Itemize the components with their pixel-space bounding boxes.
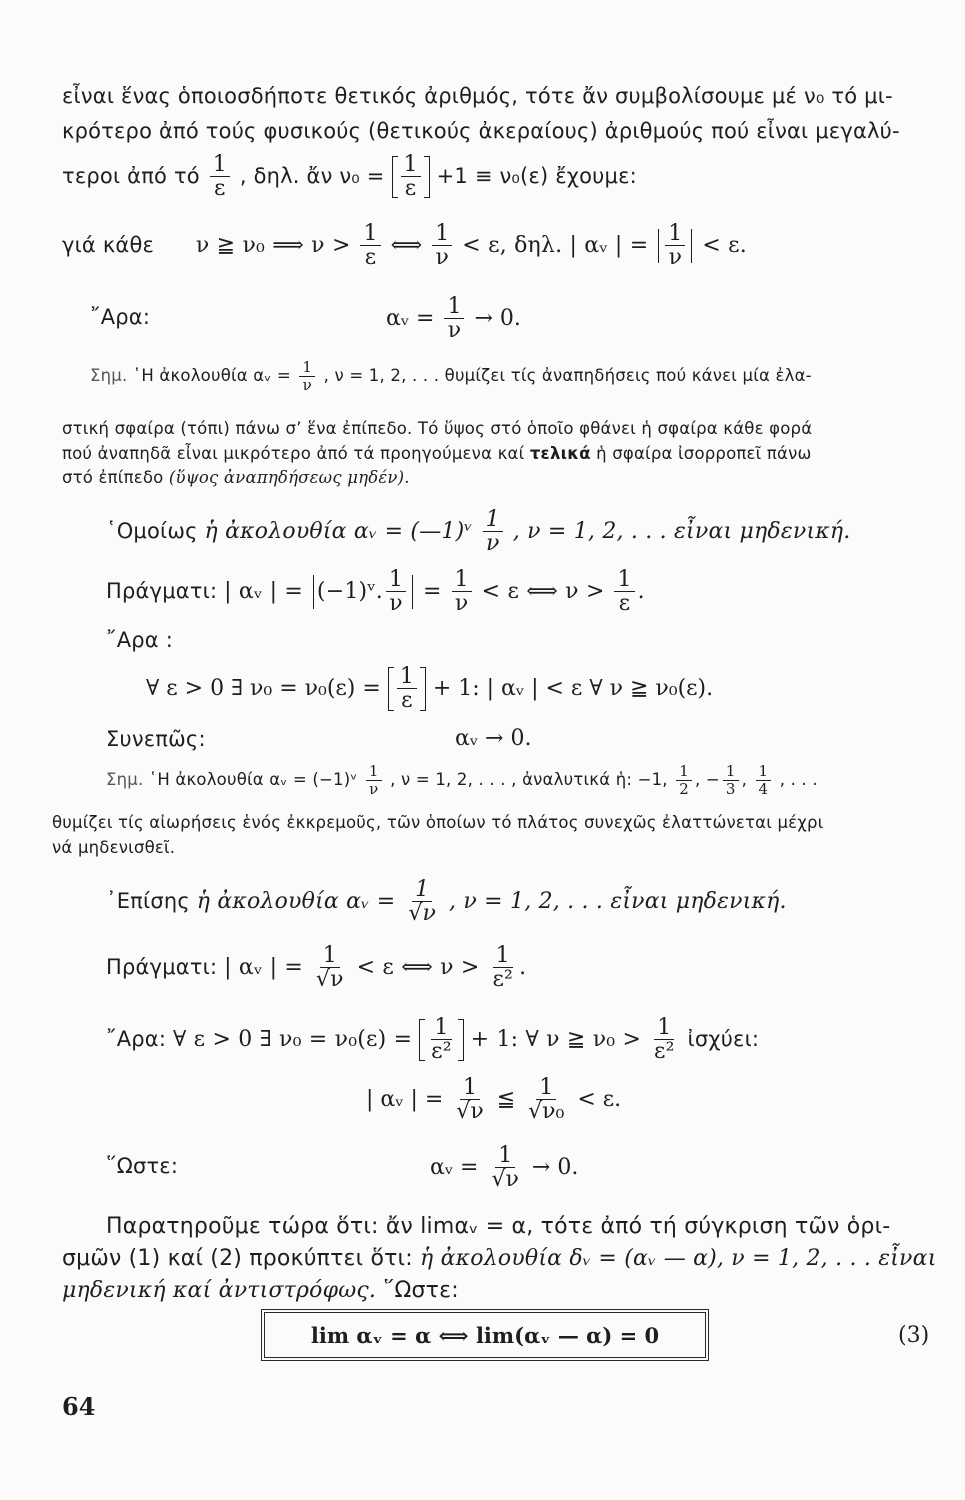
fraction: $\frac{1}{\nu}$ (386, 568, 406, 616)
italic-fragment: ἡ ἀκολουθία αᵥ = (196, 889, 396, 915)
text-line (62, 1248, 937, 1270)
math-fragment: αᵥ = (430, 1155, 479, 1181)
fraction: $\frac{1}{\nu}$ (665, 222, 685, 270)
proof-line (106, 568, 645, 616)
note-line (62, 446, 812, 463)
math-fragment: → 0. (531, 1155, 579, 1181)
note-line: Σημ. ῾Η ἀκολουθία αᵥ = (−1)ᵛ $\frac{1}{\nu}$ , ν = 1, 2, . . . , ἀναλυτικά ἡ: −1, $\frac{1}{2}$ , − $\frac{1}{3}$ , $\frac{1}{4}$ , . . . (106, 762, 818, 798)
text-fragment: , ν = 1, 2, . . . , ἀναλυτικά ἡ: −1, (390, 770, 668, 790)
math-fragment: ν ≧ ν₀ ⟹ ν > (195, 233, 351, 259)
abs-bar (658, 229, 659, 263)
math-fragment: < ε, δηλ. | αᵥ | = (462, 233, 649, 259)
math-fragment: . (637, 579, 645, 605)
text-fragment: γιά κάθε (62, 233, 155, 258)
fraction: $\frac{1}{\text{√ν₀}}$ (528, 1075, 565, 1125)
ara-line (106, 1016, 759, 1064)
math-fragment: − (705, 770, 720, 790)
text-line: Παρατηροῦμε τώρα ὅτι: ἄν limαᵥ = α, τότε ἀπό τή σύγκριση τῶν ὁρι- (106, 1214, 891, 1239)
text-line: εἶναι ἕνας ὁποιοσδήποτε θετικός ἀριθμός, τότε ἄν συμβολίσουμε μέ ν₀ τό μι- (62, 84, 893, 108)
text-fragment: ᾿Επίσης (106, 889, 190, 914)
math-fragment: | αᵥ | = (366, 1087, 444, 1113)
text-line: κρότερο ἀπό τούς φυσικούς (θετικούς ἀκεραίους) ἀριθμούς πού εἶναι μεγαλύ- (62, 119, 900, 143)
text-fragment: +1 ≡ ν₀(ε) ἔχουμε: (436, 164, 637, 189)
abs-bar (691, 229, 692, 263)
math-fragment: ⟺ (390, 233, 423, 259)
fraction: $\frac{1}{3}$ (723, 764, 739, 797)
note-line (90, 360, 812, 393)
text-fragment: στό ἐπίπεδο (62, 468, 164, 487)
fraction: $\frac{1}{\text{ε²}}$ (654, 1015, 675, 1065)
text-fragment: Πράγματι: (106, 955, 218, 980)
fraction: $\frac{1}{√\nu}$ (456, 1075, 484, 1125)
fraction: $\frac{1}{\text{ε²}}$ (492, 943, 514, 993)
text-line (62, 1280, 459, 1302)
italic-fragment: ἡ ἀκολουθία δᵥ = (αᵥ — α), ν = 1, 2, . . . εἶναι (420, 1246, 937, 1271)
math-fragment: ∀ ε > 0 ∃ ν₀ = ν₀(ε) = (173, 1027, 413, 1053)
text-fragment: ῾Ομοίως (106, 519, 198, 544)
text-line-with-math (62, 153, 637, 201)
text-fragment: Πράγματι: (106, 579, 218, 604)
math-fragment: ≦ (496, 1087, 516, 1113)
text-fragment: ἰσχύει: (687, 1027, 760, 1052)
text-fragment: σμῶν (1) καί (2) προκύπτει ὅτι: (62, 1246, 413, 1271)
math-fragment: . (519, 955, 527, 981)
abs-bar (313, 575, 314, 609)
fraction: $\frac{1}{\nu}$ (366, 764, 382, 797)
bracket-right (420, 667, 426, 711)
math-fragment: | αᵥ | = (224, 955, 304, 981)
bracket-left (388, 667, 394, 711)
text-fragment: ἡ σφαίρα ἰσορροπεῖ πάνω (596, 444, 812, 463)
italic-fragment: , ν = 1, 2, . . . εἶναι μηδενική. (449, 889, 787, 915)
text-fragment: , δηλ. ἄν ν₀ = (239, 164, 385, 189)
math-fragment: < ε. (577, 1087, 622, 1113)
boxed-equation-text: lim αᵥ = α ⟺ lim(αᵥ — α) = 0 (310, 1322, 660, 1348)
hence-expr: αᵥ → 0. (455, 726, 532, 751)
fraction: $\frac{1}{\varepsilon}$ (401, 153, 421, 201)
math-fragment: αᵥ = (386, 306, 435, 332)
ara-label: ῎Αρα : (106, 628, 173, 652)
note-line: στική σφαίρα (τόπι) πάνω σ’ ἕνα ἐπίπεδο. Τό ὕψος στό ὁποῖο φθάνει ἡ σφαίρα κάθε φορά (62, 419, 813, 438)
bold-word: τελικά (529, 444, 591, 463)
italic-fragment: μηδενική καί ἀντιστρόφως. (62, 1278, 377, 1303)
text-fragment: ῞Ωστε: (383, 1278, 459, 1303)
math-fragment: (−1)ᵛ. (316, 579, 383, 605)
fraction: $\frac{1}{\varepsilon}$ (210, 153, 230, 201)
italic-fragment: (ὕψος ἀναπηδήσεως μηδέν). (168, 468, 410, 487)
text-fragment: ῾Η ἀκολουθία αᵥ = (132, 366, 291, 386)
proof-line (106, 944, 526, 992)
inequality (366, 1076, 621, 1124)
italic-fragment: ἡ ἀκολουθία αᵥ = (—1)ᵛ (204, 519, 473, 545)
fraction: $\frac{1}{√\nu}$ (315, 943, 344, 993)
math-fragment: = (423, 579, 442, 605)
fraction: $\frac{1}{\varepsilon}$ (360, 222, 380, 270)
fraction: $\frac{1}{\text{ε²}}$ (431, 1015, 452, 1065)
bracket-left (419, 1019, 425, 1061)
fraction: $\frac{1}{\nu}$ (452, 568, 472, 616)
page-number: 64 (62, 1392, 96, 1421)
fraction: $\frac{1}{\nu}$ (483, 508, 503, 556)
text-fragment: ῎Αρα: (106, 1027, 167, 1052)
boxed-equation (264, 1312, 706, 1358)
note-line (62, 470, 410, 487)
hence-label: Συνεπῶς: (106, 727, 206, 751)
text-fragment: , ν = 1, 2, . . . θυμίζει τίς ἀναπηδήσεις πού κάνει μία ἐλα- (323, 366, 812, 386)
note-abbr: Σημ. (90, 366, 128, 386)
fraction: $\frac{1}{\nu}$ (299, 360, 315, 393)
fraction: $\frac{1}{2}$ (676, 764, 692, 797)
italic-fragment: , ν = 1, 2, . . . εἶναι μηδενική. (512, 519, 851, 545)
equation-number: (3) (898, 1323, 930, 1348)
math-fragment: + 1: | αᵥ | < ε ∀ ν ≧ ν₀(ε). (432, 676, 714, 702)
math-fragment: < ε. (702, 233, 747, 259)
fraction: $\frac{1}{\varepsilon}$ (397, 665, 417, 713)
statement-line (106, 878, 787, 926)
fraction: $\frac{1}{\nu}$ (444, 295, 464, 343)
fraction: $\frac{1}{\nu}$ (432, 222, 452, 270)
math-fragment: → 0. (474, 306, 521, 332)
note-abbr: Σημ. (106, 770, 144, 790)
bracket-right (458, 1019, 464, 1061)
note-line: θυμίζει τίς αἰωρήσεις ἑνός ἐκκρεμοῦς, τῶν ὁποίων τό πλάτος συνεχῶς ἐλαττώνεται μέχρι (52, 813, 824, 832)
math-fragment: < ε ⟺ ν > (356, 955, 480, 981)
fraction: $\frac{1}{√\nu}$ (491, 1143, 519, 1193)
math-fragment: + 1: ∀ ν ≧ ν₀ > (470, 1027, 642, 1053)
math-fragment: | αᵥ | = (224, 579, 304, 605)
sothat-equation (430, 1144, 578, 1192)
bracket-right (424, 156, 430, 198)
text-fragment: πού ἀναπηδᾶ εἶναι μικρότερο ἀπό τά προηγούμενα καί (62, 444, 525, 463)
text-fragment: τεροι ἀπό τό (62, 164, 200, 189)
ara-equation (146, 665, 713, 713)
fraction: $\frac{1}{\varepsilon}$ (614, 568, 634, 616)
fraction: $\frac{1}{√\nu}$ (408, 877, 437, 927)
condition-line (62, 222, 747, 270)
bracket-left (392, 156, 398, 198)
math-fragment: < ε ⟺ ν > (481, 579, 605, 605)
text-fragment: , . . . (779, 770, 818, 790)
ara-label: ῎Αρα: (90, 305, 151, 329)
fraction: $\frac{1}{4}$ (756, 764, 772, 797)
note-line: νά μηδενισθεῖ. (52, 838, 176, 857)
math-fragment: ∀ ε > 0 ∃ ν₀ = ν₀(ε) = (146, 676, 381, 702)
text-fragment: ῾Η ἀκολουθία αᵥ = (−1)ᵛ (148, 770, 358, 790)
ara-equation (386, 295, 521, 343)
statement-line (106, 508, 850, 556)
sothat-label: ῞Ωστε: (106, 1154, 179, 1178)
abs-bar (412, 575, 413, 609)
